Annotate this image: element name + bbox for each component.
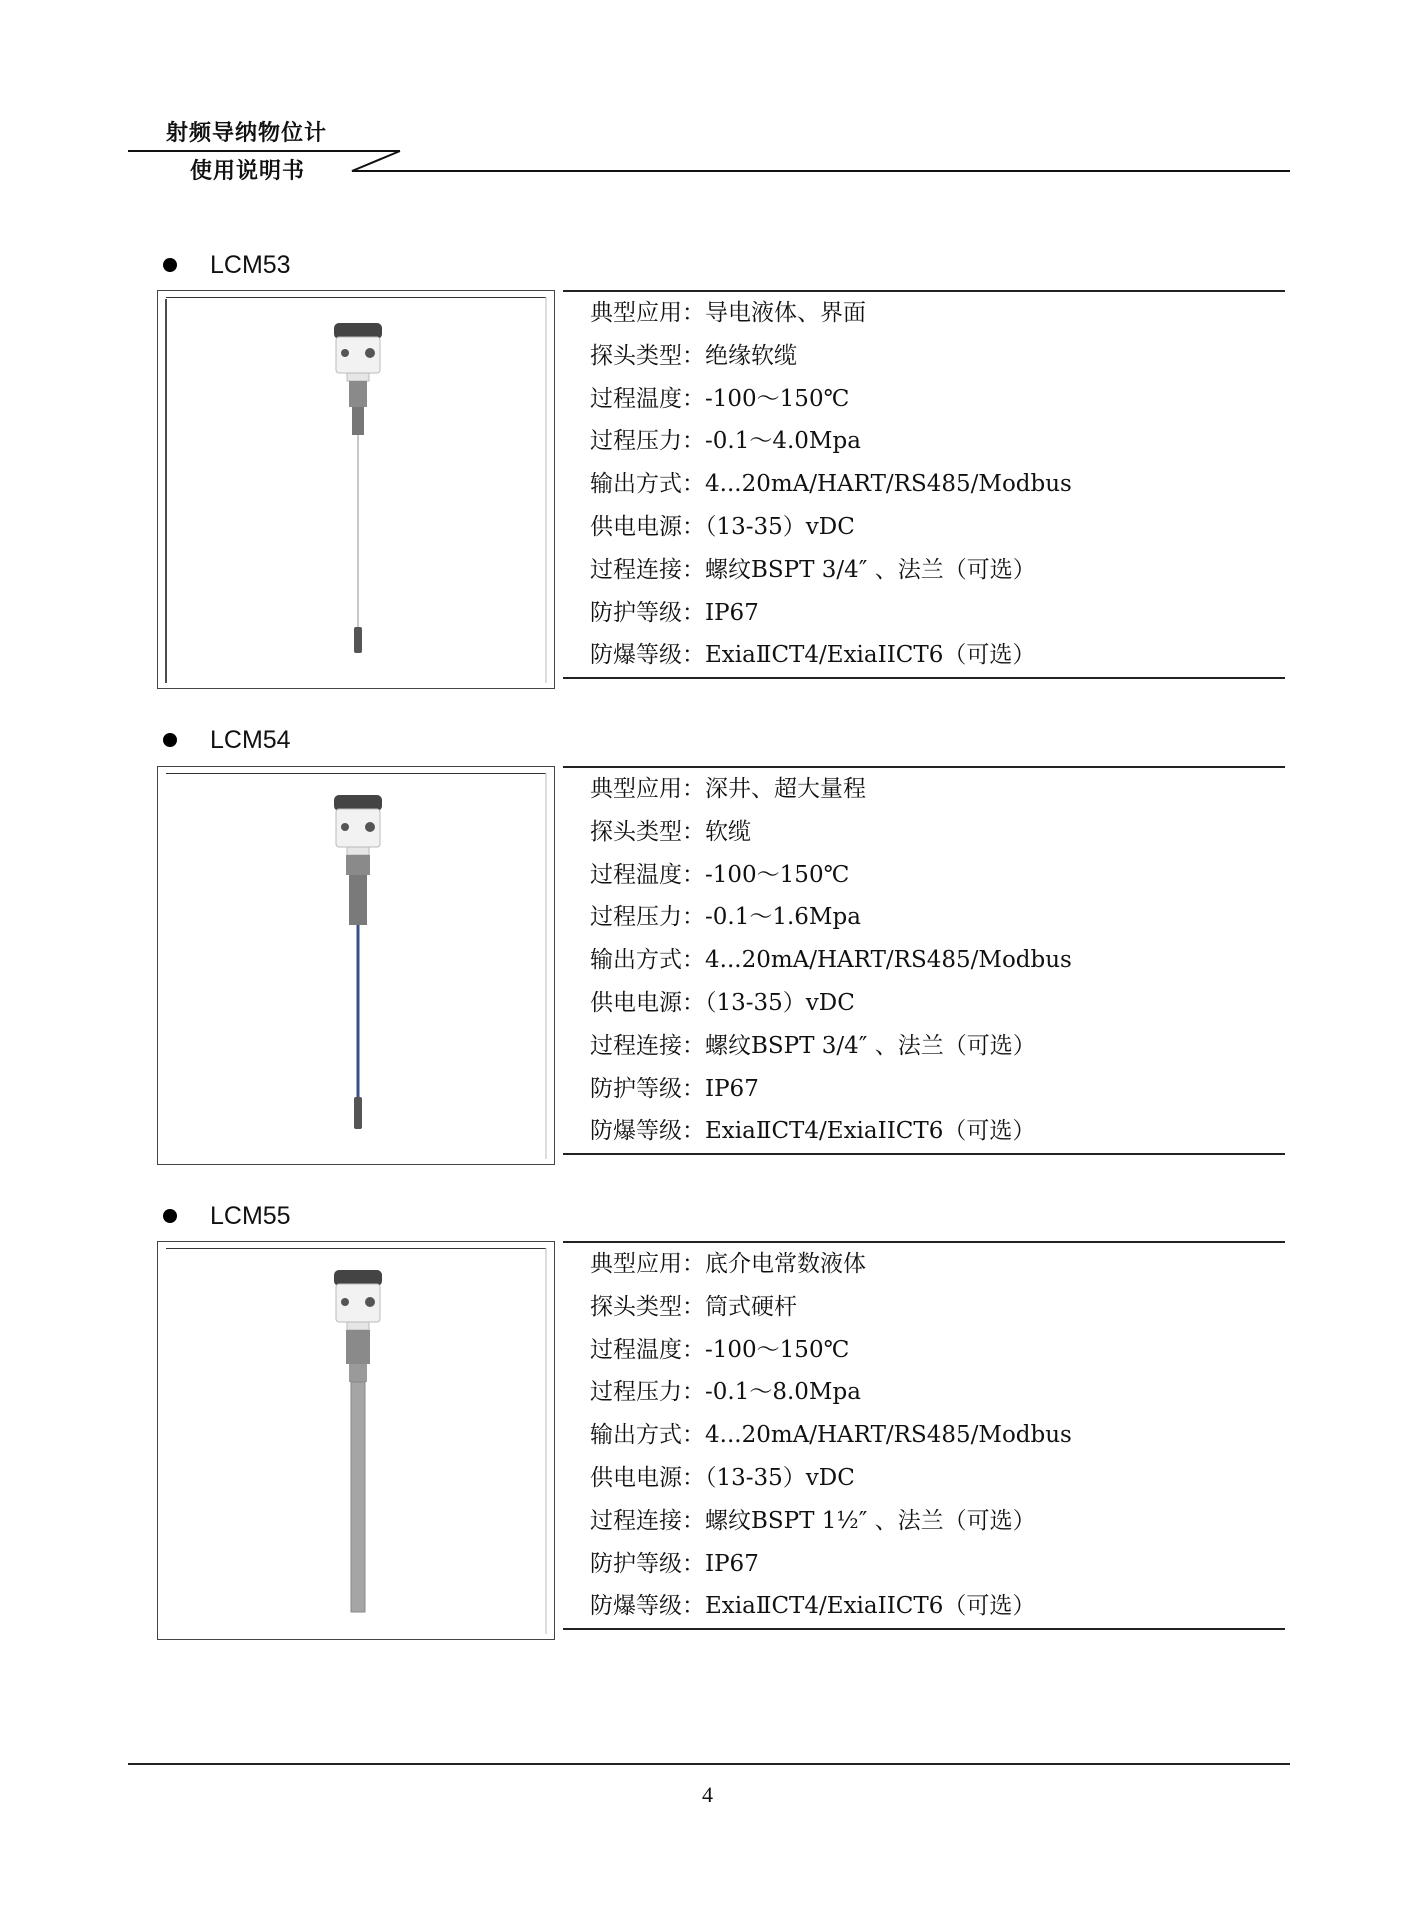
spec-row: 探头类型：软缆 <box>590 818 751 845</box>
spec-row: 典型应用：导电液体、界面 <box>590 300 866 326</box>
spec-row: 过程压力：-0.1～8.0Mpa <box>590 1379 861 1406</box>
spec-row: 过程连接：螺纹BSPT 3/4″ 、法兰（可选） <box>590 556 1036 583</box>
product-image <box>157 290 555 689</box>
spec-row: 防爆等级：ExiaⅡCT4/ExiaIICT6（可选） <box>590 1593 1036 1620</box>
model-heading: LCM54 <box>210 726 291 754</box>
spec-table <box>563 290 1285 679</box>
spec-row: 探头类型：绝缘软缆 <box>590 342 797 369</box>
product-image <box>157 1241 555 1640</box>
spec-row: 防护等级：IP67 <box>590 1075 759 1102</box>
product-image <box>157 766 555 1165</box>
spec-row: 防护等级：IP67 <box>590 599 759 626</box>
spec-row: 过程连接：螺纹BSPT 1½″ 、法兰（可选） <box>590 1507 1036 1534</box>
spec-row: 过程温度：-100～150℃ <box>590 861 850 888</box>
spec-row: 输出方式：4...20mA/HART/RS485/Modbus <box>590 471 1072 498</box>
spec-row: 过程温度：-100～150℃ <box>590 1336 850 1363</box>
page-number: 4 <box>702 1782 713 1807</box>
spec-table <box>563 1241 1285 1630</box>
bullet-icon <box>163 1209 177 1223</box>
spec-row: 防护等级：IP67 <box>590 1550 759 1577</box>
spec-row: 过程连接：螺纹BSPT 3/4″ 、法兰（可选） <box>590 1032 1036 1059</box>
spec-row: 典型应用：底介电常数液体 <box>590 1251 866 1277</box>
spec-row: 过程压力：-0.1～1.6Mpa <box>590 904 861 931</box>
spec-row: 防爆等级：ExiaⅡCT4/ExiaIICT6（可选） <box>590 1118 1036 1145</box>
bullet-icon <box>163 258 177 272</box>
spec-row: 防爆等级：ExiaⅡCT4/ExiaIICT6（可选） <box>590 642 1036 669</box>
spec-table <box>563 766 1285 1155</box>
document-title: 射频导纳物位计 <box>166 121 328 146</box>
bullet-icon <box>163 733 177 747</box>
spec-row: 典型应用：深井、超大量程 <box>590 776 866 802</box>
spec-row: 输出方式：4...20mA/HART/RS485/Modbus <box>590 947 1072 974</box>
cable-probe-icon <box>158 767 556 1166</box>
spec-row: 探头类型：筒式硬杆 <box>590 1293 797 1320</box>
footer-rule <box>128 1763 1290 1765</box>
spec-row: 供电电源：（13-35）vDC <box>590 989 855 1016</box>
cable-probe-insulated-icon <box>158 291 556 690</box>
model-heading: LCM53 <box>210 251 291 279</box>
spec-row: 过程温度：-100～150℃ <box>590 385 850 412</box>
rod-probe-icon <box>158 1242 556 1641</box>
spec-row: 供电电源：（13-35）vDC <box>590 1464 855 1491</box>
model-heading: LCM55 <box>210 1202 291 1230</box>
spec-row: 过程压力：-0.1～4.0Mpa <box>590 428 861 455</box>
document-subtitle: 使用说明书 <box>190 159 306 184</box>
spec-row: 供电电源：（13-35）vDC <box>590 513 855 540</box>
spec-row: 输出方式：4...20mA/HART/RS485/Modbus <box>590 1422 1072 1449</box>
